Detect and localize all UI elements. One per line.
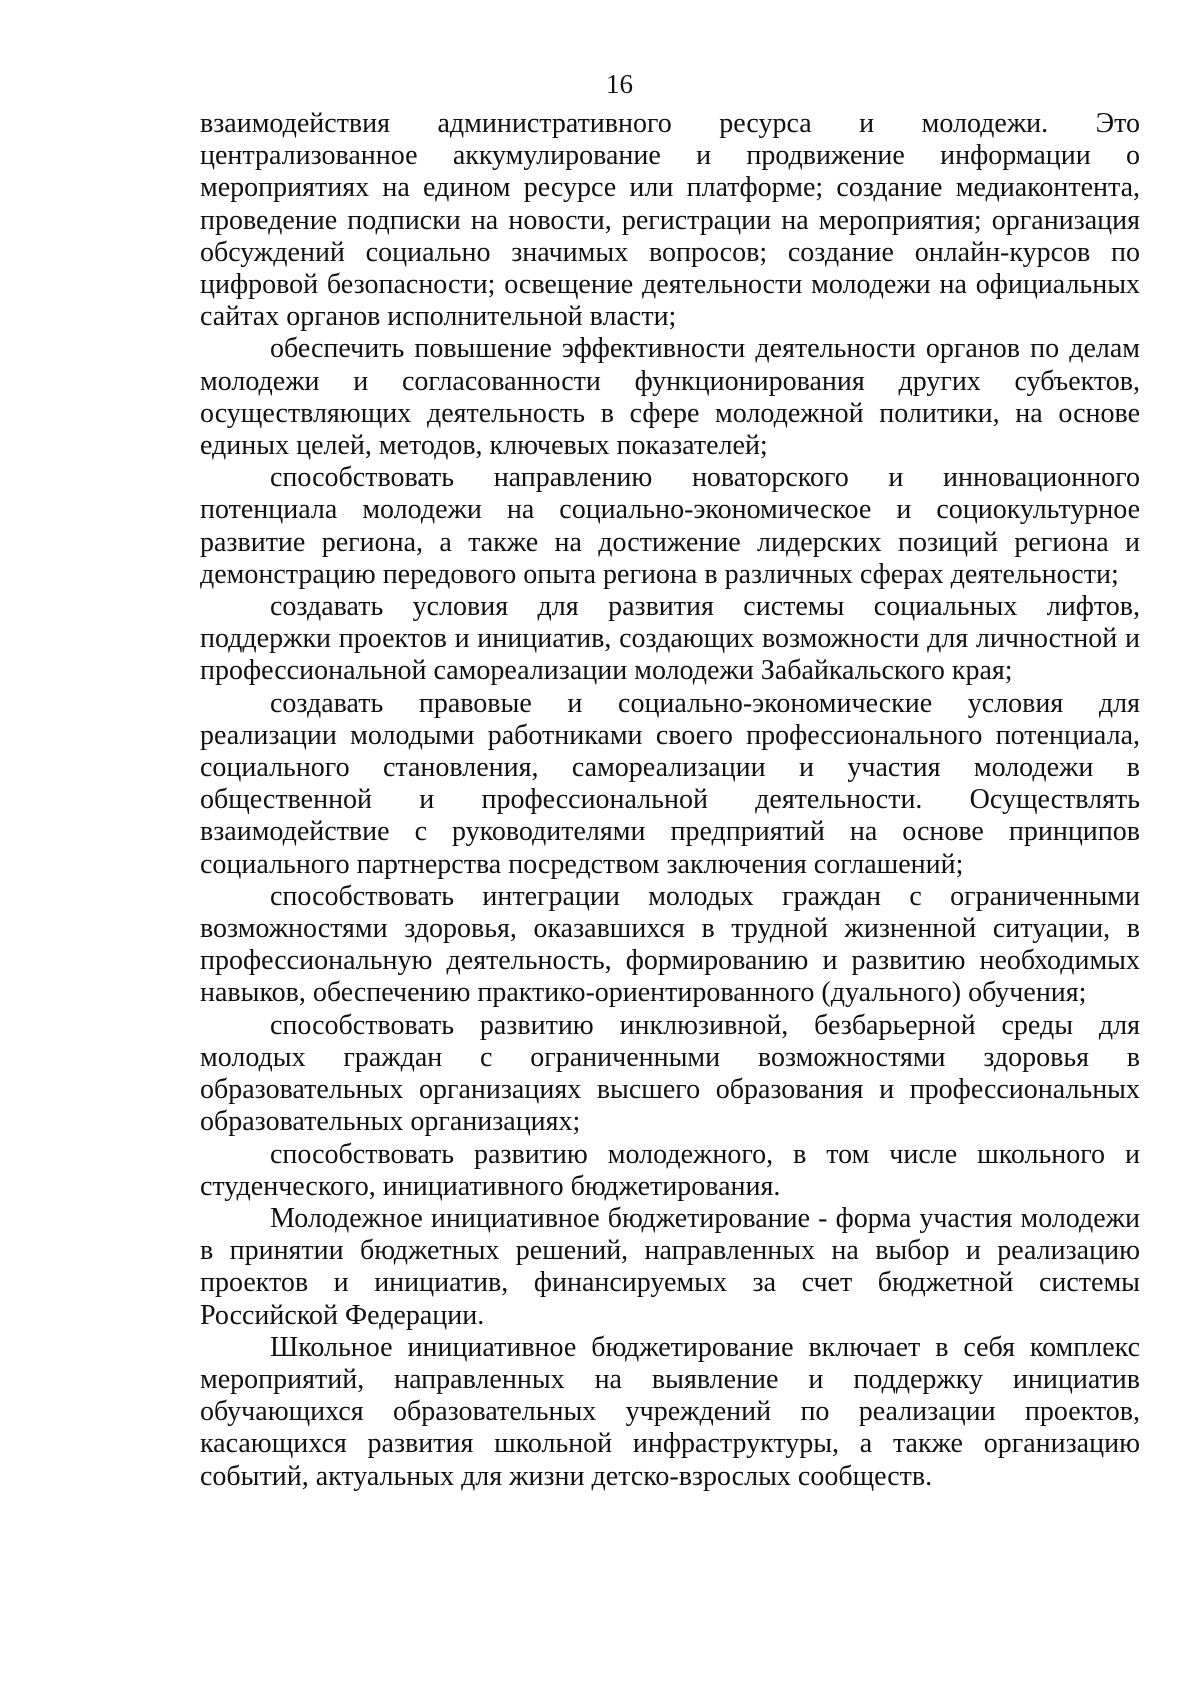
paragraph: взаимодействия административного ресурса и молодежи. Это централизованное аккумулирование и продвижение информации о мероприятиях на едином ресурсе или платформе; создание медиаконтента, проведение подписки на новости, регистрации на мероприятия; организация обсуждений социально значимых вопросов; создание онлайн-курсов по цифровой безопасности; освещение деятельности молодежи на официальных сайтах органов исполнительной власти; [200, 108, 1140, 333]
paragraph: способствовать развитию молодежного, в том числе школьного и студенческого, инициативного бюджетирования. [200, 1138, 1140, 1202]
paragraph: создавать условия для развития системы социальных лифтов, поддержки проектов и инициатив, создающих возможности для личностной и профессиональной самореализации молодежи Забайкальского края; [200, 591, 1140, 687]
paragraph: Молодежное инициативное бюджетирование - форма участия молодежи в принятии бюджетных решений, направленных на выбор и реализацию проектов и инициатив, финансируемых за счет бюджетной системы Российской Федерации. [200, 1202, 1140, 1331]
body-text [200, 108, 1140, 1493]
page-number: 16 [606, 69, 633, 99]
paragraph: обеспечить повышение эффективности деятельности органов по делам молодежи и согласованности функционирования других субъектов, осуществляющих деятельность в сфере молодежной политики, на основе единых целей, методов, ключевых показателей; [200, 333, 1140, 462]
paragraph: способствовать интеграции молодых граждан с ограниченными возможностями здоровья, оказавшихся в трудной жизненной ситуации, в профессиональную деятельность, формированию и развитию необходимых навыков, обеспечению практико-ориентированного (дуального) обучения; [200, 880, 1140, 1009]
paragraph: Школьное инициативное бюджетирование включает в себя комплекс мероприятий, направленных на выявление и поддержку инициатив обучающихся образовательных учреждений по реализации проектов, касающихся развития школьной инфраструктуры, а также организацию событий, актуальных для жизни детско-взрослых сообществ. [200, 1331, 1140, 1492]
paragraph: создавать правовые и социально-экономические условия для реализации молодыми работниками своего профессионального потенциала, социального становления, самореализации и участия молодежи в общественной и профессиональной деятельности. Осуществлять взаимодействие с руководителями предприятий на основе принципов социального партнерства посредством заключения соглашений; [200, 687, 1140, 880]
paragraph: способствовать развитию инклюзивной, безбарьерной среды для молодых граждан с ограниченными возможностями здоровья в образовательных организациях высшего образования и профессиональных образовательных организациях; [200, 1009, 1140, 1138]
paragraph: способствовать направлению новаторского и инновационного потенциала молодежи на социально-экономическое и социокультурное развитие региона, а также на достижение лидерских позиций региона и демонстрацию передового опыта региона в различных сферах деятельности; [200, 462, 1140, 590]
